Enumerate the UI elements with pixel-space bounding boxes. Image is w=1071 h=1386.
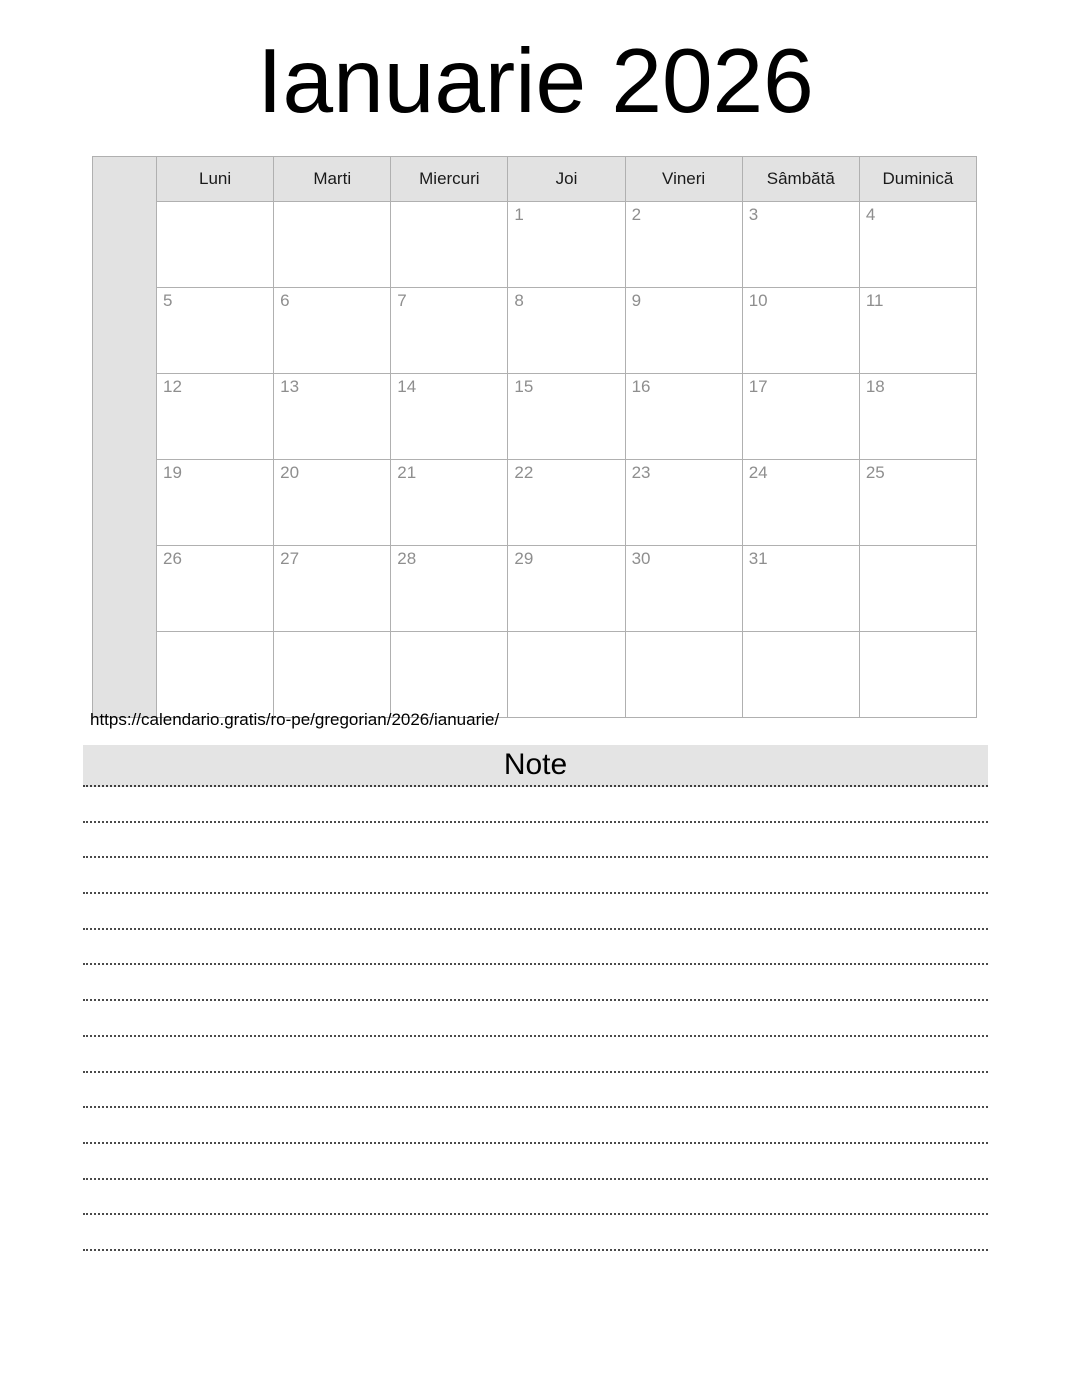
day-cell [274, 546, 391, 632]
calendar-week-row [93, 374, 977, 460]
day-number: 11 [865, 291, 884, 310]
day-cell [157, 632, 274, 718]
day-cell [625, 632, 742, 718]
day-cell [742, 202, 859, 288]
day-number: 26 [163, 549, 182, 568]
day-number [158, 633, 272, 635]
day-cell [391, 288, 508, 374]
calendar-week-row [93, 460, 977, 546]
day-number: 10 [748, 291, 768, 310]
week-number-column [93, 157, 157, 718]
day-cell [859, 546, 976, 632]
day-cell [508, 546, 625, 632]
day-number: 14 [397, 377, 417, 396]
note-line [83, 858, 988, 894]
day-number: 24 [748, 463, 768, 482]
calendar-week-row [93, 202, 977, 288]
day-cell [859, 460, 976, 546]
day-number: 12 [163, 377, 182, 396]
note-line [83, 1001, 988, 1037]
day-number: 25 [865, 463, 885, 482]
day-header-joi: Joi [508, 157, 625, 202]
day-number: 6 [280, 291, 290, 310]
day-cell [274, 202, 391, 288]
day-header-luni: Luni [157, 157, 274, 202]
day-cell [742, 374, 859, 460]
note-line [83, 1073, 988, 1109]
note-line [83, 930, 988, 966]
day-cell [274, 632, 391, 718]
day-cell [508, 202, 625, 288]
day-cell [508, 460, 625, 546]
day-number [158, 203, 272, 205]
day-number: 27 [280, 549, 300, 568]
day-number: 3 [748, 205, 759, 224]
day-cell [859, 374, 976, 460]
calendar-week-row [93, 546, 977, 632]
day-cell [625, 460, 742, 546]
day-number [275, 633, 389, 635]
note-line [83, 1037, 988, 1073]
source-url-text: https://calendario.gratis/ro-pe/gregorian/2026/ianuarie/ [90, 710, 500, 729]
day-number [861, 547, 975, 549]
day-cell [157, 374, 274, 460]
day-number: 5 [163, 291, 173, 310]
day-cell [625, 202, 742, 288]
day-number: 16 [631, 377, 651, 396]
day-number: 28 [397, 549, 417, 568]
day-number: 29 [514, 549, 534, 568]
day-number: 30 [631, 549, 651, 568]
day-number [627, 633, 741, 635]
day-number: 9 [631, 291, 642, 310]
calendar-week-row [93, 288, 977, 374]
note-line [83, 787, 988, 823]
day-number: 2 [631, 205, 642, 224]
day-cell [157, 202, 274, 288]
day-number [509, 633, 623, 635]
day-header-duminica: Duminică [859, 157, 976, 202]
day-number: 23 [631, 463, 651, 482]
day-cell [274, 460, 391, 546]
day-cell [742, 288, 859, 374]
day-header-marti: Marti [274, 157, 391, 202]
day-number: 7 [397, 291, 407, 310]
notes-section-header [83, 745, 988, 787]
calendar-week-row [93, 632, 977, 718]
day-cell [508, 374, 625, 460]
day-cell [391, 460, 508, 546]
day-number [744, 633, 858, 635]
day-header-vineri: Vineri [625, 157, 742, 202]
day-cell [625, 546, 742, 632]
day-cell [859, 632, 976, 718]
day-cell [742, 460, 859, 546]
day-cell [157, 546, 274, 632]
note-line [83, 965, 988, 1001]
day-number: 4 [865, 205, 876, 224]
day-number: 17 [748, 377, 768, 396]
day-number: 19 [163, 463, 182, 482]
note-line [83, 1215, 988, 1251]
day-header-miercuri: Miercuri [391, 157, 508, 202]
page-title: Ianuarie 2026 [257, 31, 814, 132]
day-number: 18 [865, 377, 885, 396]
day-cell [742, 632, 859, 718]
day-cell [391, 202, 508, 288]
calendar-table [92, 156, 977, 718]
day-number: 13 [280, 377, 300, 396]
day-cell [391, 546, 508, 632]
day-number: 21 [397, 463, 417, 482]
day-number [275, 203, 389, 205]
day-number: 1 [514, 205, 524, 224]
day-header-sambata: Sâmbătă [742, 157, 859, 202]
day-cell [274, 288, 391, 374]
day-number [861, 633, 975, 635]
day-number: 31 [748, 549, 768, 568]
day-cell [508, 288, 625, 374]
day-cell [391, 374, 508, 460]
day-cell [508, 632, 625, 718]
day-cell [391, 632, 508, 718]
calendar-header-row [93, 157, 977, 202]
day-number: 22 [514, 463, 534, 482]
note-line [83, 894, 988, 930]
notes-writing-area [83, 787, 988, 1251]
day-number [392, 633, 506, 635]
day-cell [625, 374, 742, 460]
notes-title: Note [503, 748, 568, 781]
note-line [83, 823, 988, 859]
day-cell [859, 288, 976, 374]
day-cell [274, 374, 391, 460]
note-line [83, 1144, 988, 1180]
day-number: 20 [280, 463, 300, 482]
note-line [83, 1108, 988, 1144]
day-number: 8 [514, 291, 524, 310]
note-line [83, 1180, 988, 1216]
day-cell [625, 288, 742, 374]
day-cell [157, 288, 274, 374]
day-cell [157, 460, 274, 546]
day-number [392, 203, 506, 205]
day-number: 15 [514, 377, 534, 396]
day-cell [742, 546, 859, 632]
day-cell [859, 202, 976, 288]
